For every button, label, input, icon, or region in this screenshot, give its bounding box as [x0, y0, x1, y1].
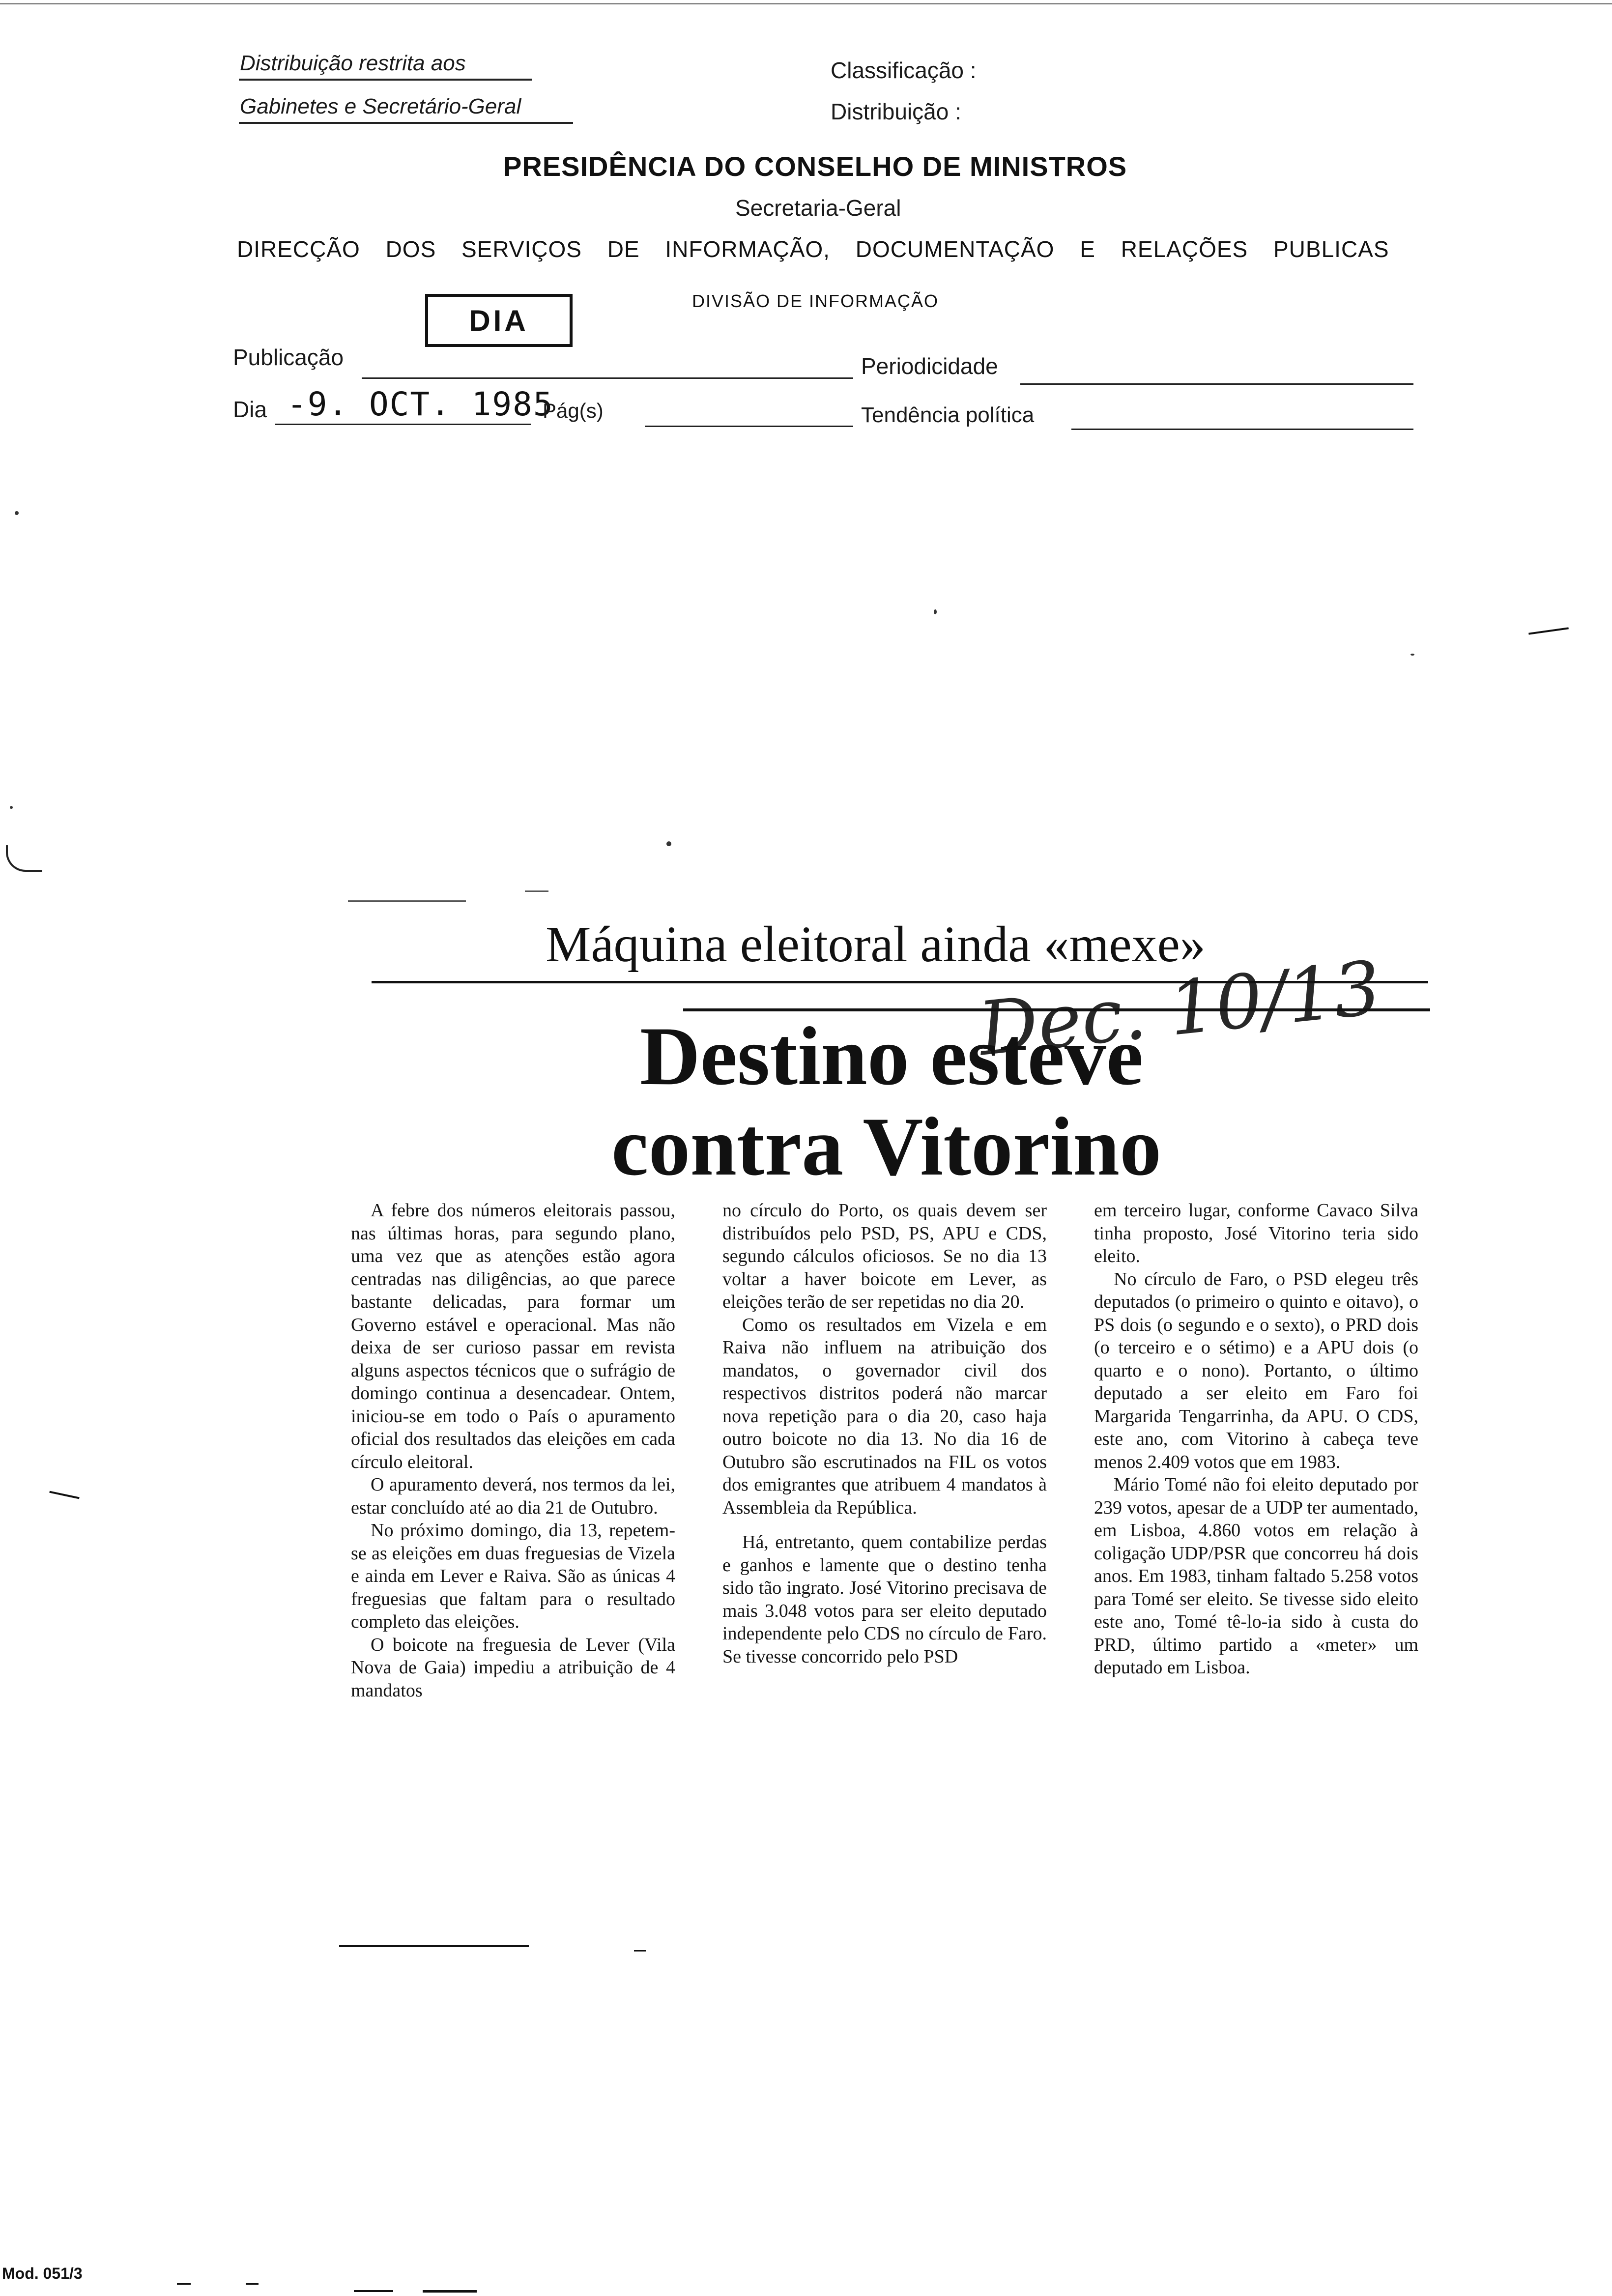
distribution-restriction-line1: Distribuição restrita aos [240, 51, 466, 75]
column1-paragraph: O boicote na freguesia de Lever (Vila Nova de Gaia) impediu a atribuição de 4 mandatos [351, 1634, 675, 1701]
political-tendency-label: Tendência política [861, 403, 1035, 427]
scan-speck [666, 841, 671, 846]
footer-noise [177, 2283, 191, 2285]
column3-paragraph: Mário Tomé não foi eleito deputado por 239 votos, apesar de a UDP ter aumentado, em Lisboa, 4.860 votos em relação à coligação UDP/PSR que concorreu há dois anos. Em 1983, tinham faltado 5.258 votos para Tomé ser eleito. Se tivesse sido eleito este ano, Tomé tê-lo-ia sido à custa do PRD, último partido a «meter» um deputado em Lisboa. [1094, 1474, 1418, 1678]
noise-dash [525, 890, 548, 892]
article-kicker: Máquina eleitoral ainda «mexe» [546, 916, 1206, 973]
footer-noise [246, 2283, 259, 2285]
publication-label: Publicação [233, 344, 344, 370]
organization-title: PRESIDÊNCIA DO CONSELHO DE MINISTROS [503, 151, 1127, 182]
scan-top-edge [0, 3, 1612, 4]
publication-stamp-box: DIA [425, 294, 573, 347]
scan-speck [15, 511, 19, 515]
publication-fill-line [362, 377, 853, 379]
footer-noise [354, 2290, 393, 2292]
distribution-underline-2 [239, 122, 573, 124]
date-stamp: -9. OCT. 1985 [287, 385, 554, 423]
day-label: Dia [233, 397, 267, 422]
secretariat-title: Secretaria-Geral [735, 195, 901, 221]
margin-scratch [49, 1491, 79, 1499]
scan-speck [934, 609, 937, 614]
classification-label: Classificação : [831, 57, 977, 83]
column1-paragraph: No próximo domingo, dia 13, repetem-se as eleições em duas freguesias de Vizela e ainda em Lever e Raiva. São as únicas 4 freguesias que faltam para o resultado completo das eleições. [351, 1520, 675, 1632]
division-title: DIVISÃO DE INFORMAÇÃO [692, 291, 939, 311]
article-headline-line2: contra Vitorino [611, 1100, 1162, 1193]
distribution-underline-1 [239, 79, 532, 81]
pages-fill-line [645, 426, 853, 427]
form-code: Mod. 051/3 [2, 2265, 83, 2282]
margin-scratch [1528, 627, 1569, 634]
article-column-1 [351, 1199, 675, 1702]
column3-paragraph: No círculo de Faro, o PSD elegeu três deputados (o primeiro o quinto e oitavo), o PS dois (o segundo e o sexto), o PRD dois (o terceiro e o sétimo) e a APU dois (o quarto e o nono). Portanto, o último deputado a ser eleito em Faro foi Margarida Tengarrinha, da APU. O CDS, este ano, com Vitorino à cabeça teve menos 2.409 votos que em 1983. [1094, 1268, 1418, 1472]
scan-speck [10, 806, 13, 809]
column2-paragraph: Como os resultados em Vizela e em Raiva não influem na atribuição dos mandatos, o governador civil dos respectivos distritos poderá não marcar nova repetição para o dia 20, caso haja outro boicote no dia 13. No dia 16 de Outubro são escrutinados na FIL os votos dos emigrantes que atribuem 4 mandatos à Assembleia da República. [722, 1314, 1047, 1518]
noise-dash [348, 900, 466, 902]
margin-hook-mark [6, 845, 42, 872]
scan-speck [1410, 654, 1414, 656]
column3-paragraph: em terceiro lugar, conforme Cavaco Silva tinha proposto, José Vitorino teria sido eleito. [1094, 1200, 1418, 1266]
periodicity-fill-line [1020, 383, 1413, 385]
periodicity-label: Periodicidade [861, 353, 998, 379]
column2-paragraph: no círculo do Porto, os quais devem ser distribuídos pelo PSD, PS, APU e CDS, segundo cálculos oficiosos. Se no dia 13 voltar a haver boicote em Lever, as eleições terão de ser repetidas no dia 20. [722, 1200, 1047, 1312]
article-headline-line1: Destino esteve [640, 1010, 1144, 1102]
article-column-2 [722, 1199, 1047, 1668]
article-end-mark [634, 1950, 646, 1952]
handwritten-annotation: Dec. 10/13 [975, 945, 1385, 1073]
tendency-fill-line [1071, 429, 1413, 430]
distribution-restriction-line2: Gabinetes e Secretário-Geral [240, 94, 521, 118]
article-end-rule [339, 1945, 529, 1947]
column1-paragraph: O apuramento deverá, nos termos da lei, estar concluído até ao dia 21 de Outubro. [351, 1474, 675, 1518]
column1-paragraph: A febre dos números eleitorais passou, nas últimas horas, para segundo plano, uma vez que as atenções estão agora centradas nas diligências, ao que parece bastante delicadas, para formar um Governo estável e operacional. Mas não deixa de ser curioso passar em revista alguns aspectos técnicos que o sufrágio de domingo continua a desencadear. Ontem, iniciou-se em todo o País o apuramento oficial dos resultados das eleições em cada círculo eleitoral. [351, 1200, 675, 1472]
distribution-label: Distribuição : [831, 99, 961, 124]
column2-paragraph: Há, entretanto, quem contabilize perdas e ganhos e lamente que o destino tenha sido tão ingrato. José Vitorino precisava de mais 3.048 votos para ser eleito deputado independente pelo CDS no círculo de Faro. Se tivesse concorrido pelo PSD [722, 1532, 1047, 1667]
footer-noise [423, 2290, 477, 2293]
article-column-3 [1094, 1199, 1418, 1679]
date-fill-line [275, 424, 531, 425]
directorate-title: DIRECÇÃO DOS SERVIÇOS DE INFORMAÇÃO, DOCUMENTAÇÃO E RELAÇÕES PUBLICAS [237, 236, 1389, 262]
pages-label: Pág(s) [543, 399, 604, 422]
